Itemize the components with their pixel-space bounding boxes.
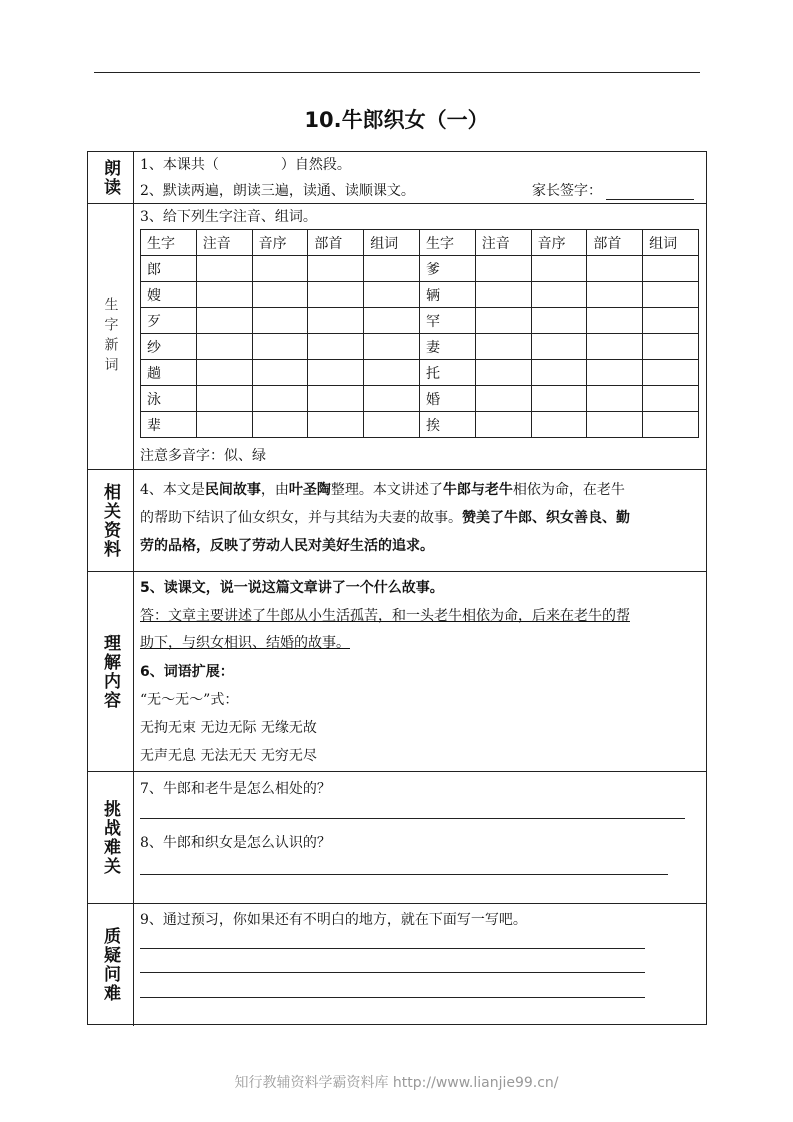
header-cell: 组词 xyxy=(364,230,420,256)
table-row xyxy=(141,412,699,438)
section-related xyxy=(88,470,706,572)
character-cell: 歹 xyxy=(141,308,197,334)
footer-watermark: 知行教辅资料学霸资料库 http://www.lianjie99.cn/ xyxy=(234,1075,559,1091)
radical-cell[interactable] xyxy=(587,360,643,386)
word-cell[interactable] xyxy=(364,412,420,438)
worksheet-table xyxy=(87,151,707,1025)
word-cell[interactable] xyxy=(364,256,420,282)
related-line-1: 4、本文是民间故事，由叶圣陶整理。本文讲述了牛郎与老牛相依为命，在老牛 xyxy=(140,482,625,498)
section-vocab xyxy=(88,204,706,470)
header-cell: 部首 xyxy=(308,230,364,256)
answer-line[interactable] xyxy=(140,972,645,973)
question-5: 5、读课文，说一说这篇文章讲了一个什么故事。 xyxy=(140,580,444,596)
pinyin-cell[interactable] xyxy=(475,360,531,386)
section-label-related: 相关资料 xyxy=(88,470,134,571)
question-2: 2、默读两遍，朗读三遍，读通、读顺课文。 xyxy=(140,183,415,199)
page-title: 10.牛郎织女（一） xyxy=(304,108,489,132)
character-cell: 婚 xyxy=(419,386,475,412)
table-row xyxy=(141,334,699,360)
header-cell: 生字 xyxy=(419,230,475,256)
word-cell[interactable] xyxy=(643,386,699,412)
word-cell[interactable] xyxy=(364,334,420,360)
question-6: 6、词语扩展： xyxy=(140,664,234,680)
header-cell: 生字 xyxy=(141,230,197,256)
word-cell[interactable] xyxy=(364,282,420,308)
word-cell[interactable] xyxy=(364,360,420,386)
table-row xyxy=(141,360,699,386)
character-cell: 挨 xyxy=(419,412,475,438)
radical-cell[interactable] xyxy=(308,308,364,334)
word-cell[interactable] xyxy=(643,334,699,360)
order-cell[interactable] xyxy=(531,334,587,360)
radical-cell[interactable] xyxy=(587,412,643,438)
order-cell[interactable] xyxy=(252,282,308,308)
answer-line[interactable] xyxy=(140,948,645,949)
pinyin-cell[interactable] xyxy=(196,282,252,308)
table-header-row xyxy=(141,230,699,256)
radical-cell[interactable] xyxy=(308,334,364,360)
word-cell[interactable] xyxy=(364,386,420,412)
header-cell: 组词 xyxy=(643,230,699,256)
order-cell[interactable] xyxy=(252,256,308,282)
section-label-understand: 理解内容 xyxy=(88,572,134,771)
section-label-questions: 质疑问难 xyxy=(88,904,134,1026)
pinyin-cell[interactable] xyxy=(475,282,531,308)
radical-cell[interactable] xyxy=(308,282,364,308)
radical-cell[interactable] xyxy=(587,334,643,360)
order-cell[interactable] xyxy=(531,308,587,334)
section-understand xyxy=(88,572,706,772)
character-cell: 妻 xyxy=(419,334,475,360)
character-cell: 托 xyxy=(419,360,475,386)
section-questions xyxy=(88,904,706,1026)
radical-cell[interactable] xyxy=(587,386,643,412)
pinyin-cell[interactable] xyxy=(196,386,252,412)
word-cell[interactable] xyxy=(643,282,699,308)
pinyin-cell[interactable] xyxy=(196,256,252,282)
pinyin-cell[interactable] xyxy=(475,308,531,334)
character-cell: 辆 xyxy=(419,282,475,308)
radical-cell[interactable] xyxy=(587,308,643,334)
parent-signature: 家长签字： xyxy=(532,180,694,200)
radical-cell[interactable] xyxy=(308,360,364,386)
pinyin-cell[interactable] xyxy=(196,308,252,334)
radical-cell[interactable] xyxy=(308,256,364,282)
question-7: 7、牛郎和老牛是怎么相处的？ xyxy=(140,781,331,797)
pinyin-cell[interactable] xyxy=(196,360,252,386)
polyphone-note: 注意多音字：似、绿 xyxy=(140,448,266,464)
related-line-2: 的帮助下结识了仙女织女，并与其结为夫妻的故事。赞美了牛郎、织女善良、勤 xyxy=(140,510,630,526)
answer-5-line-1: 答：文章主要讲述了牛郎从小生活孤苦，和一头老牛相依为命，后来在老牛的帮 xyxy=(140,608,630,624)
order-cell[interactable] xyxy=(531,256,587,282)
question-9: 9、通过预习，你如果还有不明白的地方，就在下面写一写吧。 xyxy=(140,912,527,928)
word-pattern: “无～无～”式： xyxy=(140,692,239,708)
header-cell: 注音 xyxy=(196,230,252,256)
character-cell: 嫂 xyxy=(141,282,197,308)
order-cell[interactable] xyxy=(252,334,308,360)
pinyin-cell[interactable] xyxy=(475,412,531,438)
pinyin-cell[interactable] xyxy=(475,386,531,412)
section-label-reading: 朗读 xyxy=(88,152,134,203)
table-row xyxy=(141,308,699,334)
answer-line[interactable] xyxy=(140,818,685,819)
order-cell[interactable] xyxy=(531,360,587,386)
order-cell[interactable] xyxy=(531,412,587,438)
pinyin-cell[interactable] xyxy=(475,334,531,360)
character-cell: 郎 xyxy=(141,256,197,282)
word-list-1: 无拘无束 无边无际 无缘无故 xyxy=(140,720,317,736)
question-1: 1、本课共（ ）自然段。 xyxy=(140,157,351,173)
order-cell[interactable] xyxy=(252,386,308,412)
character-cell: 纱 xyxy=(141,334,197,360)
radical-cell[interactable] xyxy=(308,386,364,412)
pinyin-cell[interactable] xyxy=(196,412,252,438)
word-cell[interactable] xyxy=(643,256,699,282)
header-cell: 音序 xyxy=(252,230,308,256)
character-cell: 辈 xyxy=(141,412,197,438)
character-cell: 趟 xyxy=(141,360,197,386)
section-challenge xyxy=(88,772,706,904)
section-label-challenge: 挑战难关 xyxy=(88,772,134,903)
header-cell: 注音 xyxy=(475,230,531,256)
order-cell[interactable] xyxy=(531,282,587,308)
order-cell[interactable] xyxy=(252,360,308,386)
order-cell[interactable] xyxy=(252,308,308,334)
character-cell: 爹 xyxy=(419,256,475,282)
table-row xyxy=(141,256,699,282)
header-cell: 部首 xyxy=(587,230,643,256)
header-rule xyxy=(94,72,700,73)
character-cell: 罕 xyxy=(419,308,475,334)
order-cell[interactable] xyxy=(252,412,308,438)
character-cell: 泳 xyxy=(141,386,197,412)
radical-cell[interactable] xyxy=(587,282,643,308)
word-cell[interactable] xyxy=(643,412,699,438)
question-8: 8、牛郎和织女是怎么认识的？ xyxy=(140,835,331,851)
radical-cell[interactable] xyxy=(308,412,364,438)
word-cell[interactable] xyxy=(643,360,699,386)
answer-5-line-2: 助下，与织女相识、结婚的故事。 xyxy=(140,635,350,651)
answer-line[interactable] xyxy=(140,997,645,998)
header-cell: 音序 xyxy=(531,230,587,256)
character-table xyxy=(140,229,699,438)
pinyin-cell[interactable] xyxy=(196,334,252,360)
section-label-vocab: 生字新词 xyxy=(88,204,134,469)
related-line-3: 劳的品格，反映了劳动人民对美好生活的追求。 xyxy=(140,538,434,554)
table-row xyxy=(141,386,699,412)
table-row xyxy=(141,282,699,308)
radical-cell[interactable] xyxy=(587,256,643,282)
answer-line[interactable] xyxy=(140,874,668,875)
word-cell[interactable] xyxy=(364,308,420,334)
question-3: 3、给下列生字注音、组词。 xyxy=(140,209,317,225)
order-cell[interactable] xyxy=(531,386,587,412)
word-cell[interactable] xyxy=(643,308,699,334)
section-reading xyxy=(88,152,706,204)
word-list-2: 无声无息 无法无天 无穷无尽 xyxy=(140,748,317,764)
pinyin-cell[interactable] xyxy=(475,256,531,282)
signature-line[interactable] xyxy=(606,199,694,200)
